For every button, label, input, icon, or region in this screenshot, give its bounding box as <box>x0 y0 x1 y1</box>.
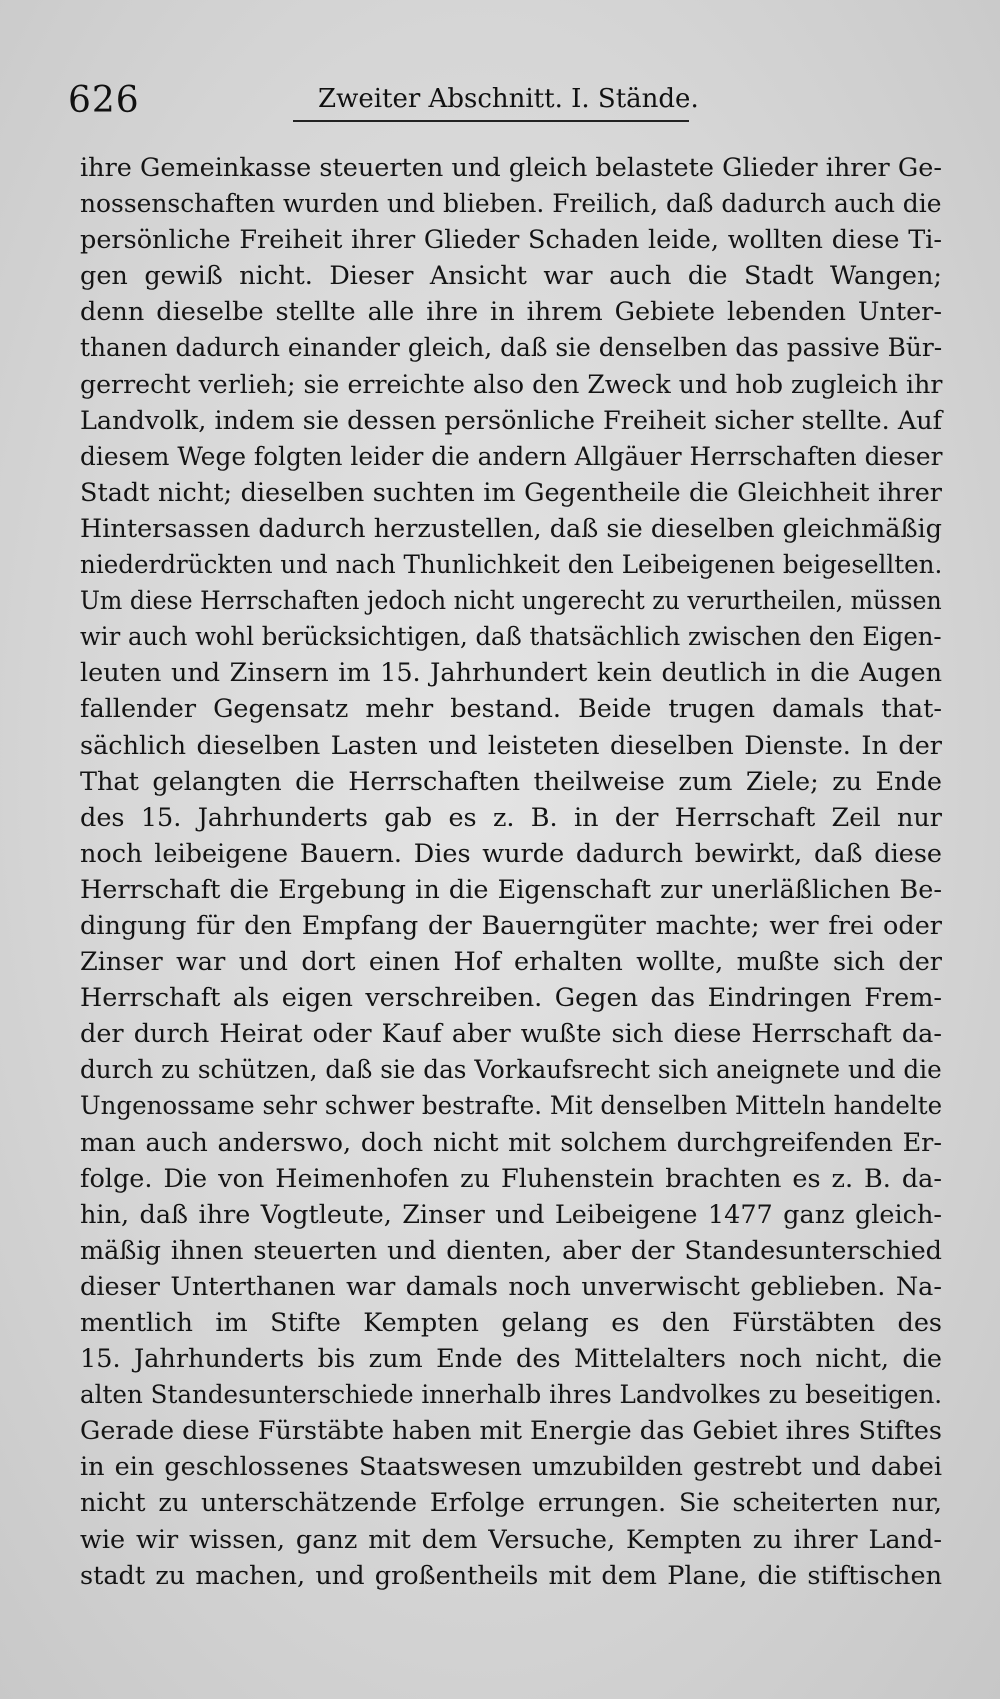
text-line: folge. Die von Heimenhofen zu Fluhenstein brachten es z. B. da- <box>80 1163 942 1194</box>
text-line: Hintersassen dadurch herzustellen, daß sie dieselben gleichmäßig <box>80 513 942 544</box>
text-line: persönliche Freiheit ihrer Glieder Schaden leide, wollten diese Ti- <box>80 225 942 256</box>
text-line: des 15. Jahrhunderts gab es z. B. in der Herrschaft Zeil nur <box>80 802 942 833</box>
text-line: der durch Heirat oder Kauf aber wußte sich diese Herrschaft da- <box>80 1019 942 1050</box>
text-line: Ungenossame sehr schwer bestrafte. Mit denselben Mitteln handelte <box>80 1091 943 1122</box>
text-line: Herrschaft die Ergebung in die Eigenschaft zur unerläßlichen Be- <box>80 874 942 905</box>
body-text <box>80 150 942 1594</box>
text-line: Stadt nicht; dieselben suchten im Gegentheile die Gleichheit ihrer <box>80 477 942 508</box>
running-head: Zweiter Abschnitt. I. Stände. <box>318 84 699 114</box>
text-line: nossenschaften wurden und blieben. Freilich, daß dadurch auch die <box>80 189 942 220</box>
text-line: dieser Unterthanen war damals noch unverwischt geblieben. Na- <box>80 1271 942 1302</box>
page-header <box>0 0 1000 150</box>
text-line: alten Standesunterschiede innerhalb ihres Landvolkes zu beseitigen. <box>80 1380 943 1411</box>
text-line: leuten und Zinsern im 15. Jahrhundert kein deutlich in die Augen <box>80 658 942 689</box>
text-line: niederdrückten und nach Thunlichkeit den Leibeigenen beigesellten. <box>80 550 943 581</box>
text-line: sächlich dieselben Lasten und leisteten dieselben Dienste. In der <box>80 730 942 761</box>
text-line: Um diese Herrschaften jedoch nicht ungerecht zu verurtheilen, müssen <box>80 586 942 617</box>
text-line: man auch anderswo, doch nicht mit solchem durchgreifenden Er- <box>80 1127 942 1158</box>
text-line: 15. Jahrhunderts bis zum Ende des Mittelalters noch nicht, die <box>80 1344 942 1375</box>
text-line: durch zu schützen, daß sie das Vorkaufsrecht sich aneignete und die <box>80 1055 942 1086</box>
text-line: wir auch wohl berücksichtigen, daß thatsächlich zwischen den Eigen- <box>80 622 942 653</box>
text-line: Gerade diese Fürstäbte haben mit Energie das Gebiet ihres Stiftes <box>80 1416 942 1447</box>
page-number: 626 <box>68 80 140 121</box>
text-line: thanen dadurch einander gleich, daß sie denselben das passive Bür- <box>80 333 943 364</box>
text-line: denn dieselbe stellte alle ihre in ihrem Gebiete lebenden Unter- <box>80 297 942 328</box>
text-line: gen gewiß nicht. Dieser Ansicht war auch die Stadt Wangen; <box>80 261 942 292</box>
text-line: That gelangten die Herrschaften theilweise zum Ziele; zu Ende <box>80 766 942 797</box>
text-line: fallender Gegensatz mehr bestand. Beide trugen damals that- <box>80 694 942 725</box>
text-line: in ein geschlossenes Staatswesen umzubilden gestrebt und dabei <box>80 1452 942 1483</box>
text-line: diesem Wege folgten leider die andern Allgäuer Herrschaften dieser <box>80 441 943 472</box>
header-rule <box>293 120 689 122</box>
text-line: mentlich im Stifte Kempten gelang es den Fürstäbten des <box>80 1308 942 1338</box>
text-line: ihre Gemeinkasse steuerten und gleich belastete Glieder ihrer Ge- <box>80 153 942 183</box>
text-line: noch leibeigene Bauern. Dies wurde dadurch bewirkt, daß diese <box>80 838 942 869</box>
text-line: hin, daß ihre Vogtleute, Zinser und Leibeigene 1477 ganz gleich- <box>80 1199 942 1230</box>
text-line: Landvolk, indem sie dessen persönliche Freiheit sicher stellte. Auf <box>80 405 943 436</box>
text-line: stadt zu machen, und großentheils mit dem Plane, die stiftischen <box>80 1560 942 1591</box>
text-line: gerrecht verlieh; sie erreichte also den Zweck und hob zugleich ihr <box>80 369 943 400</box>
text-line: mäßig ihnen steuerten und dienten, aber der Standesunterschied <box>80 1235 942 1266</box>
text-line: dingung für den Empfang der Bauerngüter machte; wer frei oder <box>80 910 942 941</box>
text-line: Zinser war und dort einen Hof erhalten wollte, mußte sich der <box>80 947 942 978</box>
text-line: wie wir wissen, ganz mit dem Versuche, Kempten zu ihrer Land- <box>80 1524 942 1555</box>
text-line: nicht zu unterschätzende Erfolge errungen. Sie scheiterten nur, <box>80 1488 942 1519</box>
text-line: Herrschaft als eigen verschreiben. Gegen das Eindringen Frem- <box>80 983 942 1014</box>
